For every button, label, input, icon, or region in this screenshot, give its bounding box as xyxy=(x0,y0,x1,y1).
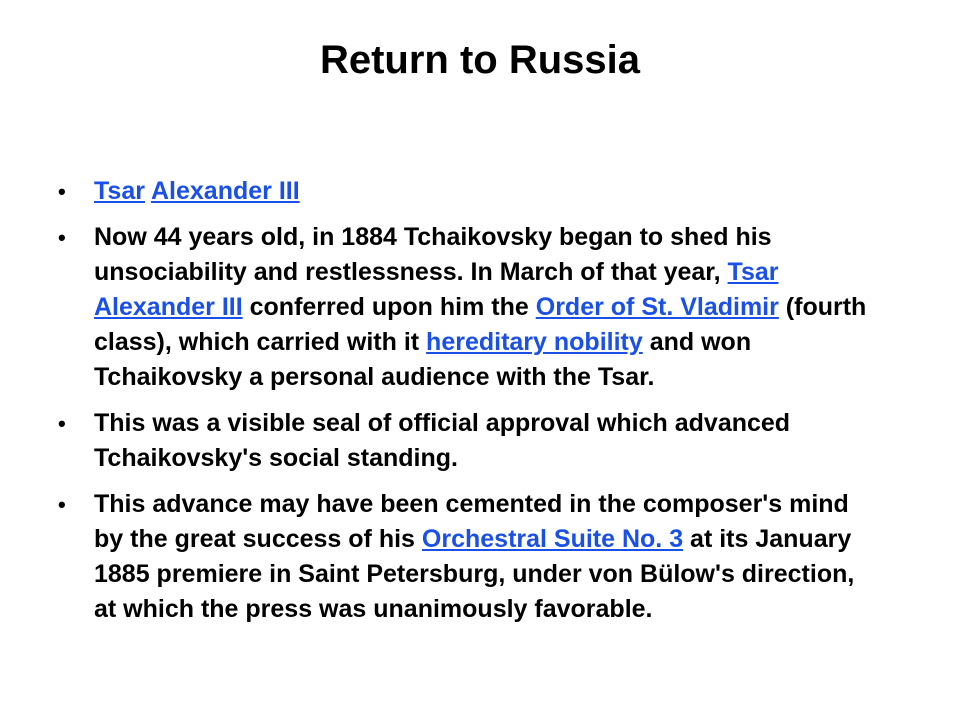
bullet-list xyxy=(58,174,870,638)
bullet-text: at its January 1885 premiere in Saint Petersburg, under von Bülow's direction, at which the press was unanimously favorable. xyxy=(94,525,855,623)
link-hereditary-nobility[interactable]: hereditary nobility xyxy=(426,328,643,356)
bullet-text: and won Tchaikovsky a personal audience with the Tsar. xyxy=(94,328,752,391)
bullet-item-approval xyxy=(58,406,870,476)
slide-title: Return to Russia xyxy=(319,38,641,82)
bullet-text: This was a visible seal of official approval which advanced Tchaikovsky's social standing. xyxy=(94,409,791,472)
bullet-dot-icon: • xyxy=(58,492,66,517)
bullet-dot-icon: • xyxy=(58,225,66,250)
link-tsar[interactable]: Tsar xyxy=(94,177,145,205)
bullet-item-suite xyxy=(58,487,870,627)
bullet-dot-icon: • xyxy=(58,179,66,204)
bullet-dot-icon: • xyxy=(58,411,66,436)
bullet-item-order xyxy=(58,220,870,395)
bullet-text: Now 44 years old, in 1884 Tchaikovsky began to shed his unsociability and restlessness. In March of that year, xyxy=(94,223,772,286)
bullet-text: conferred upon him the xyxy=(242,293,536,321)
link-order-of-st-vladimir[interactable]: Order of St. Vladimir xyxy=(535,293,779,321)
bullet-item-tsar-links xyxy=(58,174,870,209)
link-orchestral-suite-no-3[interactable]: Orchestral Suite No. 3 xyxy=(421,525,684,553)
link-alexander-iii[interactable]: Alexander III xyxy=(150,177,300,205)
bullet-text: This advance may have been cemented in the composer's mind by the great success of his xyxy=(94,490,849,553)
link-tsar-alexander-iii[interactable]: Tsar Alexander III xyxy=(94,258,779,321)
bullet-text: (fourth class), which carried with it xyxy=(94,293,867,356)
